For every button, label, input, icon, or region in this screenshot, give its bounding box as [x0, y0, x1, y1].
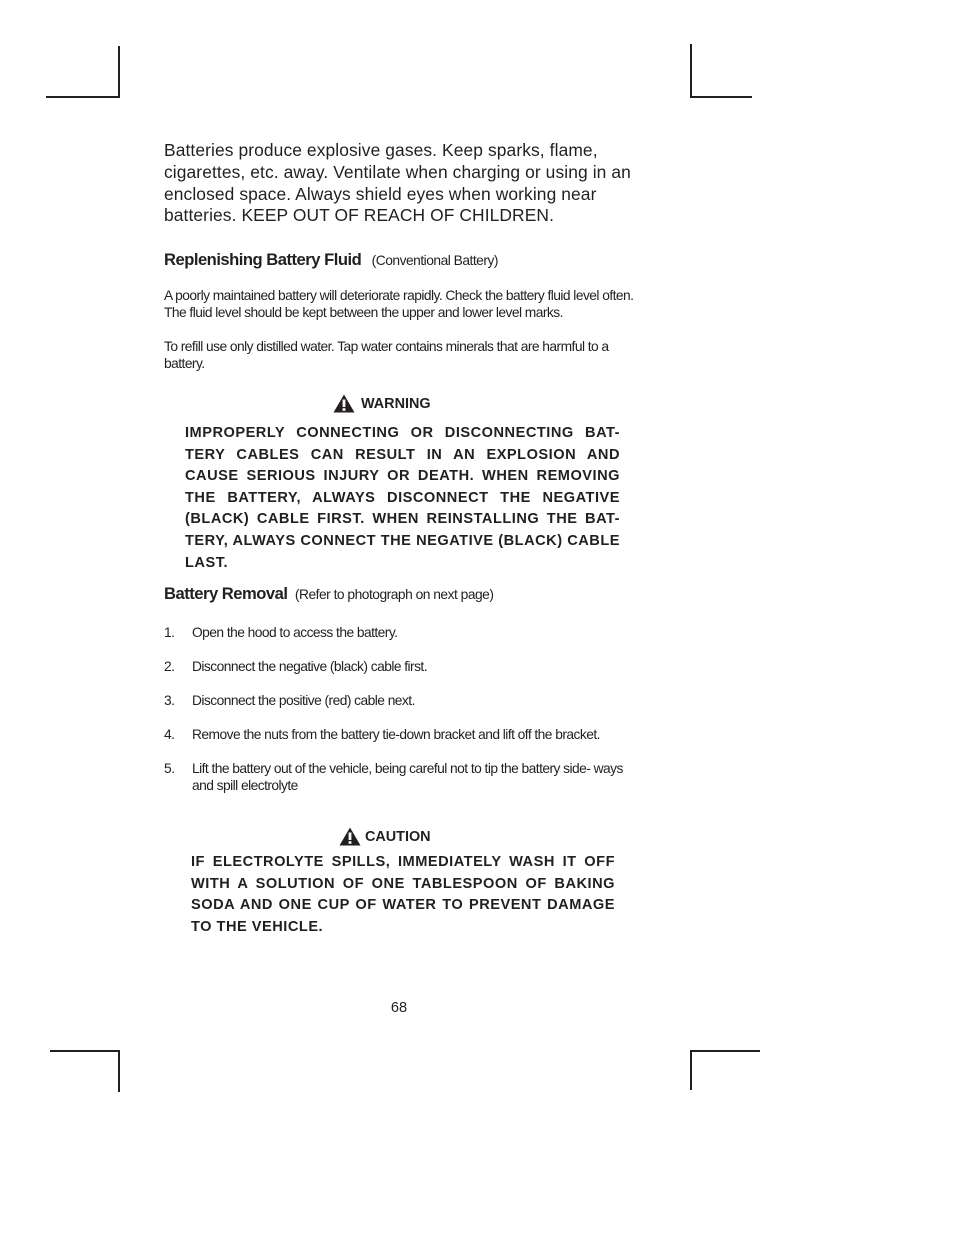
- step-text: Lift the battery out of the vehicle, being careful not to tip the battery side- ways and spill electrolyte: [192, 761, 623, 793]
- crop-mark-bottom-right-vertical: [690, 1050, 692, 1090]
- list-item: [164, 692, 638, 709]
- step-text: Remove the nuts from the battery tie-down bracket and lift off the bracket.: [192, 727, 600, 742]
- warning-title: WARNING: [361, 395, 431, 412]
- intro-paragraph: Batteries produce explosive gases. Keep sparks, flame, cigarettes, etc. away. Ventilate when charging or using in an enclosed space. Always shield eyes when working near batteries. KEEP OUT OF REACH OF CHILDREN.: [164, 140, 631, 226]
- step-number: 1.: [164, 625, 175, 640]
- crop-mark-top-left-vertical: [118, 46, 120, 98]
- list-item: [164, 658, 638, 675]
- removal-steps-list: [164, 624, 638, 794]
- caution-title-row: [339, 827, 431, 846]
- removal-section-heading-row: [164, 584, 493, 604]
- step-number: 4.: [164, 727, 175, 742]
- crop-mark-bottom-right-horizontal: [690, 1050, 760, 1052]
- crop-mark-bottom-left-vertical: [118, 1050, 120, 1092]
- fluid-section-heading: Replenishing Battery Fluid: [164, 250, 362, 269]
- removal-section-subheading: (Refer to photograph on next page): [294, 587, 494, 602]
- fluid-section-subheading: (Conventional Battery): [371, 253, 498, 268]
- caution-body: IF ELECTROLYTE SPILLS, IMMEDIATELY WASH IT OFF WITH A SOLUTION OF ONE TABLESPOON OF BAKING SODA AND ONE CUP OF WATER TO PREVENT DAMAGE TO THE VEHICLE.: [191, 854, 615, 935]
- crop-mark-top-right-vertical: [690, 44, 692, 98]
- warning-title-row: [333, 394, 431, 413]
- fluid-section-heading-row: [164, 250, 498, 270]
- fluid-paragraph-2: To refill use only distilled water. Tap water contains minerals that are harmful to a battery.: [164, 339, 609, 371]
- removal-section-heading: Battery Removal: [164, 584, 288, 603]
- step-number: 5.: [164, 761, 175, 776]
- crop-mark-top-left-horizontal: [46, 96, 120, 98]
- warning-triangle-icon: [333, 394, 355, 413]
- list-item: [164, 760, 638, 794]
- fluid-paragraph-1: A poorly maintained battery will deteriorate rapidly. Check the battery fluid level often. The fluid level should be kept between the upper and lower level marks.: [164, 288, 634, 320]
- step-number: 2.: [164, 659, 175, 674]
- warning-triangle-icon: [339, 827, 361, 846]
- step-number: 3.: [164, 693, 175, 708]
- list-item: [164, 624, 638, 641]
- step-text: Disconnect the negative (black) cable first.: [192, 659, 427, 674]
- caution-title: CAUTION: [365, 828, 431, 845]
- step-text: Disconnect the positive (red) cable next.: [192, 693, 415, 708]
- crop-mark-bottom-left-horizontal: [50, 1050, 120, 1052]
- crop-mark-top-right-horizontal: [690, 96, 752, 98]
- warning-body: IMPROPERLY CONNECTING OR DISCONNECTING BAT- TERY CABLES CAN RESULT IN AN EXPLOSION AND CAUSE SERIOUS INJURY OR DEATH. WHEN REMOVING THE BATTERY, ALWAYS DISCONNECT THE NEGATIVE (BLACK) CABLE FIRST. WHEN REINSTALLING THE BAT- TERY, ALWAYS CONNECT THE NEGATIVE (BLACK) CABLE LAST.: [185, 425, 620, 571]
- step-text: Open the hood to access the battery.: [192, 625, 398, 640]
- page-number: 68: [390, 1000, 408, 1016]
- list-item: [164, 726, 638, 743]
